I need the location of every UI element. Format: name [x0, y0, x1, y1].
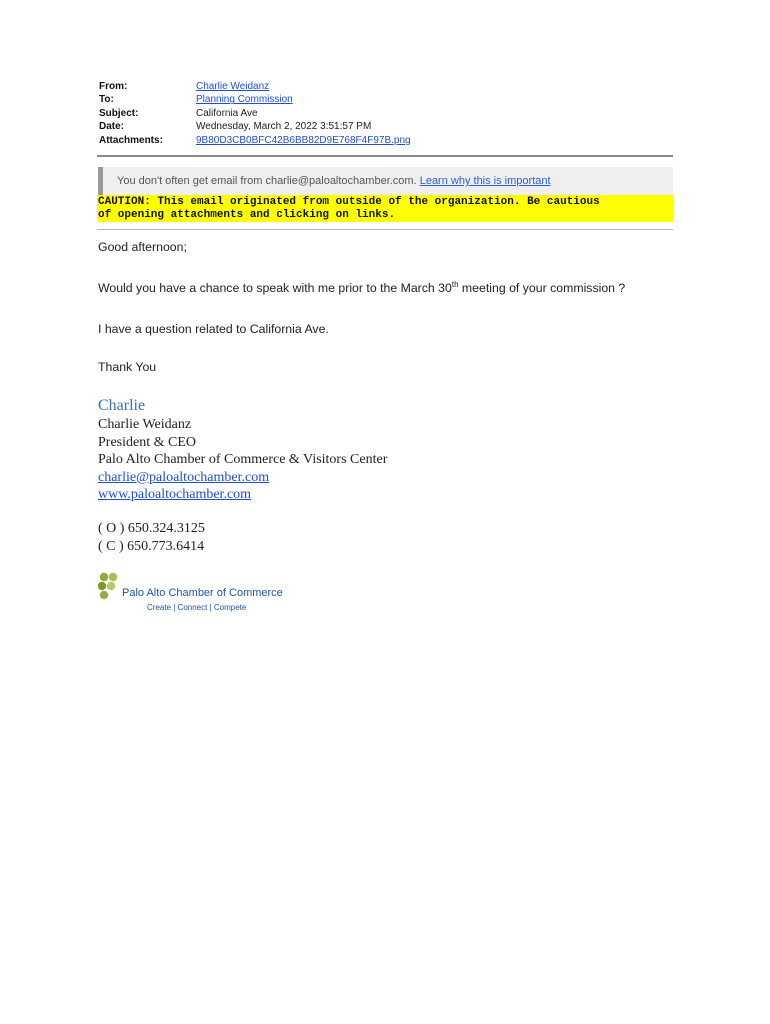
header-subject-row	[99, 107, 411, 120]
chamber-logo-mark-icon	[97, 572, 123, 602]
logo-wordmark: Palo Alto Chamber of Commerce	[122, 587, 283, 599]
header-attachments-row	[99, 134, 411, 147]
signature-org: Palo Alto Chamber of Commerce & Visitors Center	[98, 452, 388, 468]
body-divider	[97, 229, 673, 230]
subject-label: Subject:	[99, 107, 139, 119]
attachment-link[interactable]: 9B80D3CB0BFC42B6BB82D9E768F4F97B.png	[196, 134, 411, 146]
logo-dot	[100, 573, 108, 581]
date-label: Date:	[99, 121, 125, 133]
external-sender-notice	[98, 167, 673, 195]
ordinal-suffix: th	[451, 280, 459, 289]
learn-why-link[interactable]: Learn why this is important	[419, 175, 551, 187]
logo-dot	[107, 582, 115, 590]
signature-email-link[interactable]: charlie@paloaltochamber.com	[98, 469, 270, 485]
logo-tagline: Create | Connect | Compete	[147, 603, 247, 612]
caution-line-1: CAUTION: This email originated from outside of the organization. Be cautious	[98, 196, 600, 208]
to-label: To:	[99, 94, 114, 106]
header-divider	[97, 155, 673, 157]
subject-value: California Ave	[196, 107, 258, 119]
question-detail: I have a question related to California Ave.	[98, 322, 329, 336]
caution-banner	[97, 195, 673, 222]
from-label: From:	[99, 81, 128, 92]
signature-title: President & CEO	[98, 434, 196, 450]
header-to-row	[99, 93, 411, 106]
closing: Thank You	[98, 360, 157, 374]
greeting: Good afternoon;	[98, 240, 187, 254]
date-value: Wednesday, March 2, 2022 3:51:57 PM	[196, 121, 372, 133]
signature-website-link[interactable]: www.paloaltochamber.com	[98, 487, 252, 503]
signature-spacer	[98, 504, 387, 520]
to-link[interactable]: Planning Commission	[196, 94, 293, 106]
notice-text: You don't often get email from charlie@paloaltochamber.com.	[117, 175, 417, 187]
signature-cell-phone: ( C ) 650.773.6414	[98, 538, 205, 554]
question-line	[98, 280, 625, 295]
chamber-logo	[97, 572, 317, 616]
email-header	[99, 80, 411, 147]
question-text-end: meeting of your commission ?	[458, 281, 626, 296]
logo-dot	[98, 582, 106, 590]
caution-line-2: of opening attachments and clicking on links.	[98, 209, 396, 221]
logo-dot	[100, 591, 108, 599]
signature-full-name: Charlie Weidanz	[98, 417, 192, 432]
signature-block	[98, 396, 387, 555]
signature-script-name: Charlie	[98, 397, 146, 414]
header-from-row	[99, 80, 411, 93]
logo-dot	[109, 573, 117, 581]
question-text: Would you have a chance to speak with me prior to the March 30	[98, 281, 452, 296]
attachments-label: Attachments:	[99, 134, 163, 146]
from-link[interactable]: Charlie Weidanz	[196, 81, 270, 92]
signature-office-phone: ( O ) 650.324.3125	[98, 520, 205, 536]
header-date-row	[99, 120, 411, 133]
